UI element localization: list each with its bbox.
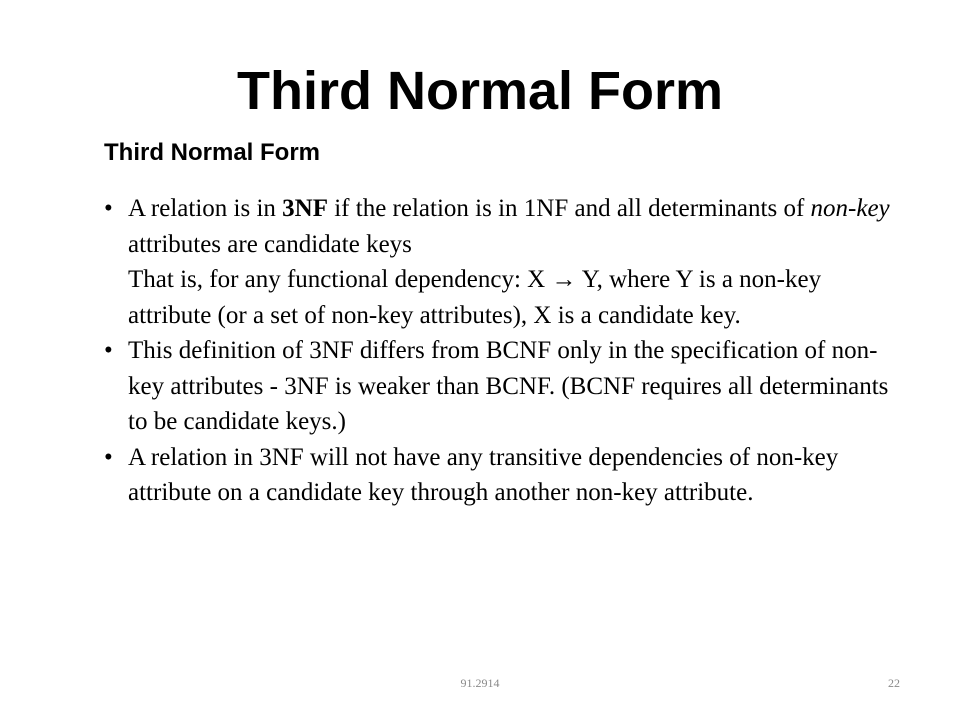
bullet-1-non-key-italic: non-key [810, 195, 890, 222]
bullet-1-text-a: A relation is in [128, 195, 283, 222]
slide-subtitle: Third Normal Form [104, 139, 321, 166]
bullet-1-text-b: if the relation is in 1NF and all determinants of [327, 195, 811, 222]
bullet-1-text-c: attributes are candidate keys [128, 230, 412, 258]
footer-course-code: 91.2914 [460, 676, 500, 690]
bullet-item-1 [104, 191, 904, 333]
bullet-list [104, 191, 904, 511]
bullet-item-2: • This definition of 3NF differs from BCNF only in the specification of non-key attributes - 3NF is weaker than BCNF. (BCNF requires all determinants to be candidate keys.) [104, 333, 904, 440]
bullet-1-3nf-bold: 3NF [282, 195, 328, 222]
bullet-1-continuation: That is, for any functional dependency: X → Y, where Y is a non-key attribute (or a set of non-key attributes), X is a candidate key. [128, 266, 822, 329]
slide-title: Third Normal Form [236, 61, 724, 121]
bullet-item-3: • A relation in 3NF will not have any transitive dependencies of non-key attribute on a candidate key through another non-key attribute. [104, 440, 904, 511]
page-number: 22 [888, 676, 900, 690]
